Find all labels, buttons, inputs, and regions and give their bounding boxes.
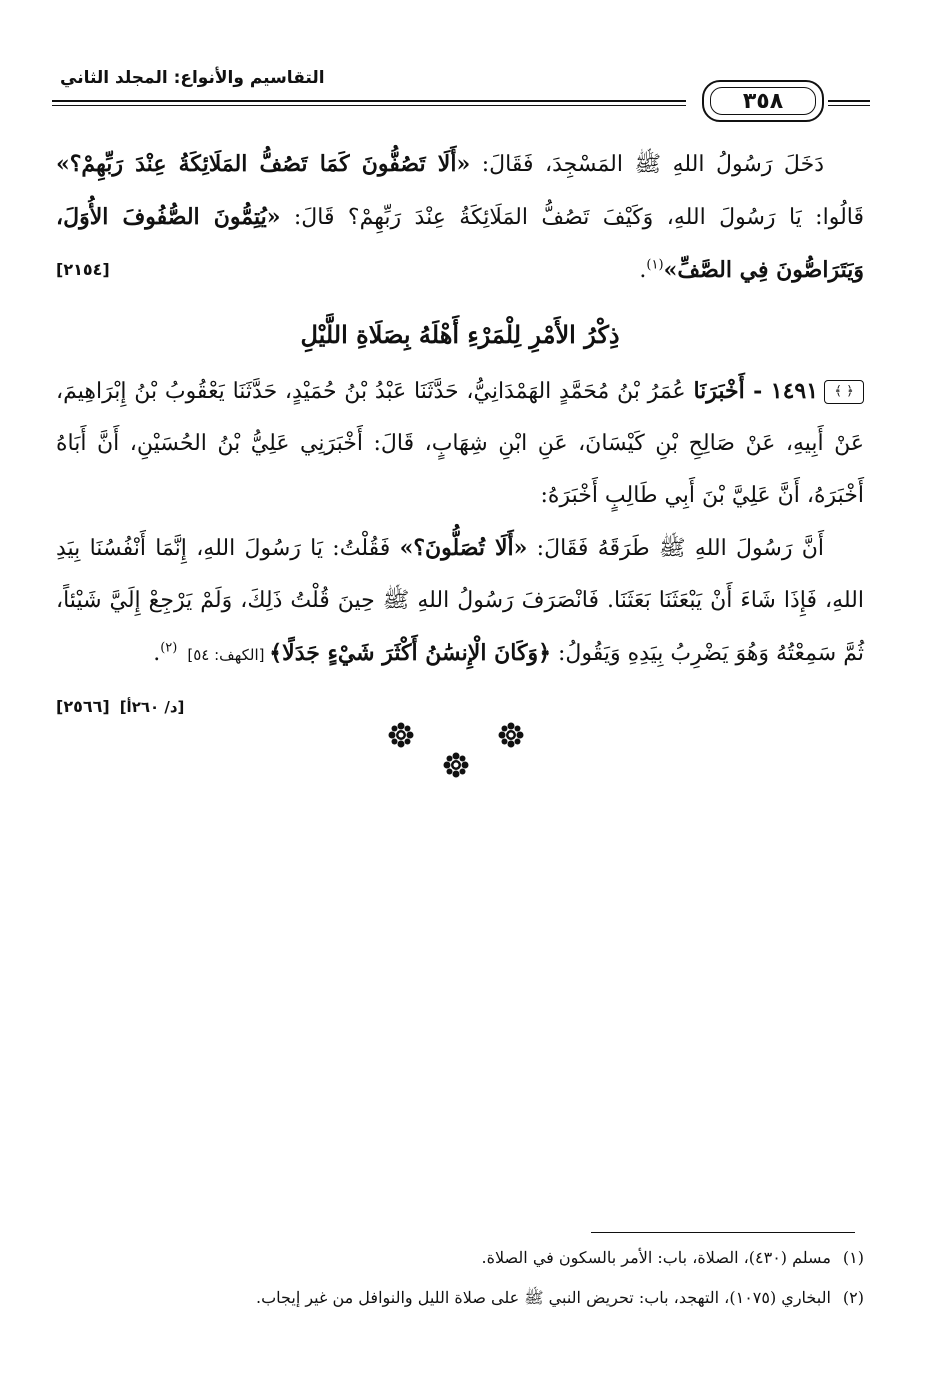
footnote-item: [90, 1278, 864, 1318]
prophet-quote: «أَلَا تَصُفُّونَ كَمَا تَصُفُّ المَلَائِكَةُ عِنْدَ رَبِّهِمْ؟»: [56, 151, 471, 177]
footnote-separator: [591, 1232, 855, 1233]
hadith-isnad-paragraph: [56, 365, 864, 522]
hadith-marker-icon: ﴿ ﴾: [824, 380, 864, 404]
page-number: ٣٥٨: [710, 87, 816, 115]
narration-text: أَنَّ رَسُولَ اللهِ ﷺ طَرَقَهُ فَقَالَ:: [527, 536, 825, 561]
header-rule-left: [52, 100, 686, 106]
footnote-marker[interactable]: (٢): [160, 640, 178, 656]
verse-citation: [الكهف: ٥٤]: [187, 646, 270, 664]
hadith-reference: [56, 681, 224, 733]
narration-text: دَخَلَ رَسُولُ اللهِ ﷺ المَسْجِدَ، فَقَالَ:: [470, 152, 824, 177]
quran-verse: ﴿وَكَانَ الْإِنسَٰنُ أَكْثَرَ شَيْءٍ جَدَلًا﴾: [269, 640, 551, 666]
footnote-number: (١): [842, 1248, 864, 1267]
narration-text: فَقُلْتُ: يَا رَسُولَ اللهِ، إِنَّمَا أَنْفُسُنَا بِيَدِ اللهِ، فَإِذَا شَاءَ أَنْ يَبْعَثَنَا بَعَثَنَا. فَانْصَرَفَ رَسُولُ اللهِ ﷺ حِينَ قُلْتُ ذَلِكَ، وَلَمْ يَرْجِعْ إِلَيَّ شَيْئاً، ثُمَّ سَمِعْتُهُ وَهُوَ يَضْرِبُ بِيَدِهِ وَيَقُولُ:: [56, 536, 864, 666]
footnote-text: مسلم (٤٣٠)، الصلاة، باب: الأمر بالسكون في الصلاة.: [481, 1248, 831, 1267]
isnad-text: عُمَرُ بْنُ مُحَمَّدٍ الهَمْدَانِيُّ، حَدَّثَنَا عَبْدُ بْنُ حُمَيْدٍ، حَدَّثَنَا يَعْقُوبُ بْنُ إِبْرَاهِيمَ، عَنْ أَبِيهِ، عَنْ صَالِحِ بْنِ كَيْسَانَ، عَنِ ابْنِ شِهَابٍ، قَالَ: أَخْبَرَنِي عَلِيُّ بْنُ الحُسَيْنِ، أَنَّ أَبَاهُ أَخْبَرَهُ، أَنَّ عَلِيَّ بْنَ أَبِي طَالِبٍ أَخْبَرَهُ:: [56, 379, 864, 508]
prophet-quote: «يُتِمُّونَ الصُّفُوفَ الأُوَلَ، وَيَتَرَاصُّونَ فِي الصَّفِّ»: [56, 204, 864, 283]
page-header: [52, 64, 870, 130]
footnote-item: [90, 1238, 864, 1278]
footnote-number: (٢): [842, 1288, 864, 1307]
sentence-end: .: [153, 641, 161, 666]
hadith-continuation-paragraph: [56, 138, 864, 297]
hadith-number: ١٤٩١ - أَخْبَرَنَا: [693, 378, 819, 404]
prophet-quote: «أَلَا تُصَلُّونَ؟»: [399, 535, 528, 561]
running-head: التقاسيم والأنواع: المجلد الثاني: [60, 68, 325, 88]
hadith-matn-paragraph: [56, 522, 864, 716]
narration-text: قَالُوا: يَا رَسُولَ اللهِ، وَكَيْفَ تَصُفُّ المَلَائِكَةُ عِنْدَ رَبِّهِمْ؟ قَالَ:: [280, 205, 864, 230]
section-title: ذِكْرُ الأَمْرِ لِلْمَرْءِ أَهْلَهُ بِصَلَاةِ اللَّيْلِ: [300, 320, 620, 349]
flower-ornament-icon: [443, 752, 469, 778]
hadith-reference: [٢١٥٤]: [56, 260, 110, 279]
flower-ornament-icon: [388, 722, 414, 748]
hadith-reference-number: [٢٥٦٦]: [56, 697, 110, 716]
footnotes: [90, 1238, 864, 1318]
manuscript-reference: [د/ ٢٦٠أ]: [119, 698, 185, 716]
page-number-frame: [702, 80, 824, 122]
footnote-marker[interactable]: (١): [646, 257, 664, 273]
flower-ornament-icon: [498, 722, 524, 748]
section-end-ornaments: [380, 722, 540, 782]
sentence-end: .: [639, 258, 647, 283]
footnote-text: البخاري (١٠٧٥)، التهجد، باب: تحريض النبي ﷺ على صلاة الليل والنوافل من غير إيجاب.: [256, 1288, 831, 1307]
header-rule-right: [828, 100, 870, 106]
page-body: [56, 138, 864, 733]
